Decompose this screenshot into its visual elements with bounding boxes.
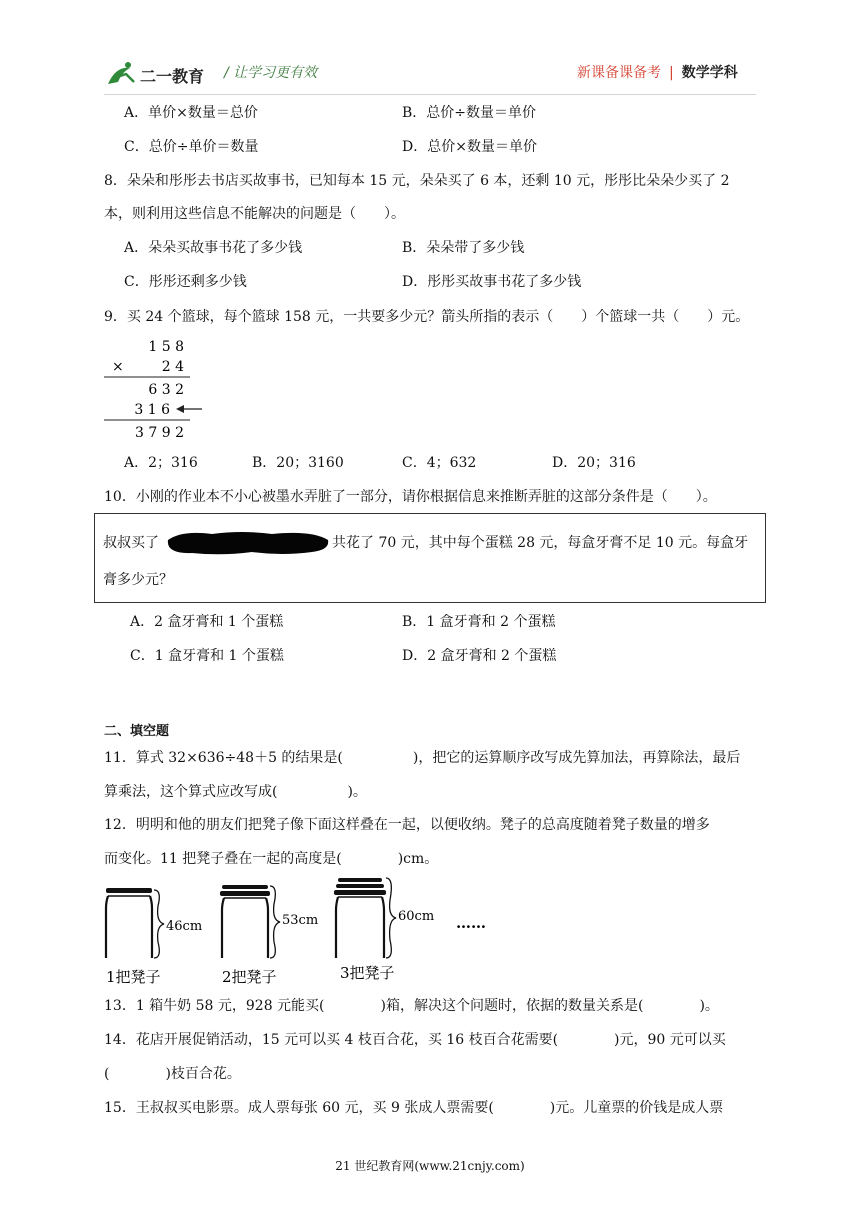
- ellipsis: ……: [456, 914, 486, 932]
- header-divider: [104, 94, 756, 95]
- q8-option-a: A．朵朵买故事书花了多少钱: [124, 240, 303, 256]
- page-footer: 21 世纪教育网(www.21cnjy.com): [335, 1159, 525, 1173]
- q9-vertical-multiplication: [100, 336, 220, 446]
- q7-option-c: C．总价÷单价＝数量: [124, 139, 259, 155]
- q10-stem: 10．小刚的作业本不小心被墨水弄脏了一部分，请你根据信息来推断弄脏的这部分条件是（ ）。: [104, 489, 717, 505]
- q13-stem: 13．1 箱牛奶 58 元，928 元能买( )箱，解决这个问题时，依据的数量关系是( )。: [104, 998, 719, 1014]
- calc-row-multiplicand: 1 5 8: [148, 339, 184, 355]
- q7-option-b: B．总价÷数量＝单价: [402, 105, 537, 121]
- q9-option-c: C．4；632: [402, 455, 477, 471]
- q7-option-d: D．总价×数量＝单价: [402, 139, 537, 155]
- q15-stem-line1: 15．王叔叔买电影票。成人票每张 60 元，买 9 张成人票需要( )元。儿童票的价钱是成人票: [104, 1100, 724, 1116]
- q8-option-d: D．彤彤买故事书花了多少钱: [402, 274, 582, 290]
- q10-option-d: D．2 盒牙膏和 2 个蛋糕: [402, 648, 557, 664]
- ink-blot: [162, 528, 332, 558]
- stool-stack-3: [334, 878, 434, 982]
- stacked-stools-figure: [100, 872, 500, 990]
- q11-stem-line2: 算乘法，这个算式应改写成( )。: [104, 784, 367, 800]
- header-right: [577, 62, 738, 82]
- stool-stack-1: [106, 888, 202, 986]
- q9-option-a: A．2；316: [124, 455, 198, 471]
- section-title: 二、填空题: [104, 724, 170, 739]
- calc-row-product: 3 7 9 2: [135, 425, 184, 441]
- q9-option-b: B．20；3160: [252, 455, 344, 471]
- q8-stem-line2: 本，则利用这些信息不能解决的问题是（ ）。: [104, 206, 405, 222]
- q14-stem-line2: ( )枝百合花。: [104, 1066, 241, 1082]
- q9-option-d: D．20；316: [552, 455, 636, 471]
- q12-stem-line1: 12．明明和他的朋友们把凳子像下面这样叠在一起，以便收纳。凳子的总高度随着凳子数量的增多: [104, 817, 710, 833]
- calc-row-partial1: 6 3 2: [148, 382, 184, 398]
- stool-stack-2: [220, 885, 318, 986]
- stool-label-1: 1把凳子: [106, 968, 161, 986]
- q10-option-a: A．2 盒牙膏和 1 个蛋糕: [130, 614, 284, 630]
- height-label-3: 60cm: [398, 909, 435, 924]
- q8-option-c: C．彤彤还剩多少钱: [124, 274, 247, 290]
- q7-option-a: A．单价×数量＝总价: [124, 105, 258, 121]
- height-label-2: 53cm: [282, 913, 319, 928]
- header-subject: 数学学科: [681, 65, 738, 81]
- q14-stem-line1: 14．花店开展促销活动，15 元可以买 4 枝百合花，买 16 枝百合花需要( )元，90 元可以买: [104, 1032, 726, 1048]
- q10-box-line2: 膏多少元？: [103, 572, 173, 588]
- header-separator: |: [669, 65, 674, 81]
- calc-row-multiplier: 2 4: [161, 359, 184, 375]
- q11-stem-line1: 11．算式 32×636÷48＋5 的结果是( )，把它的运算顺序改写成先算加法，再算除法，最后: [104, 750, 741, 766]
- q10-box-rest: 共花了 70 元，其中每个蛋糕 28 元，每盒牙膏不足 10 元。每盒牙: [332, 535, 749, 551]
- q12-stem-line2: 而变化。11 把凳子叠在一起的高度是( )cm。: [104, 851, 439, 867]
- q10-option-b: B．1 盒牙膏和 2 个蛋糕: [402, 614, 556, 630]
- q9-stem: 9．买 24 个篮球，每个篮球 158 元，一共要多少元？箭头所指的表示（ ）个篮球一共（ ）元。: [104, 309, 750, 325]
- arrow-left-icon: [176, 405, 202, 413]
- header-tagline: 新课备课备考: [577, 65, 661, 81]
- calc-times-sign: ×: [112, 359, 124, 375]
- q10-notebook-box: [94, 513, 766, 603]
- q8-option-b: B．朵朵带了多少钱: [402, 240, 525, 256]
- logo: [104, 58, 214, 90]
- height-label-1: 46cm: [166, 919, 203, 934]
- q8-stem-line1: 8．朵朵和彤彤去书店买故事书，已知每本 15 元，朵朵买了 6 本，还剩 10 元，彤彤比朵朵少买了 2: [104, 173, 730, 189]
- q10-option-c: C．1 盒牙膏和 1 个蛋糕: [130, 648, 284, 664]
- stool-label-3: 3把凳子: [340, 964, 395, 982]
- q10-box-start: 叔叔买了: [103, 535, 159, 551]
- logo-text: 二一教育: [140, 67, 205, 86]
- calc-row-partial2: 3 1 6: [134, 402, 170, 418]
- stool-label-2: 2把凳子: [222, 968, 277, 986]
- header-slogan: / 让学习更有效: [224, 65, 318, 81]
